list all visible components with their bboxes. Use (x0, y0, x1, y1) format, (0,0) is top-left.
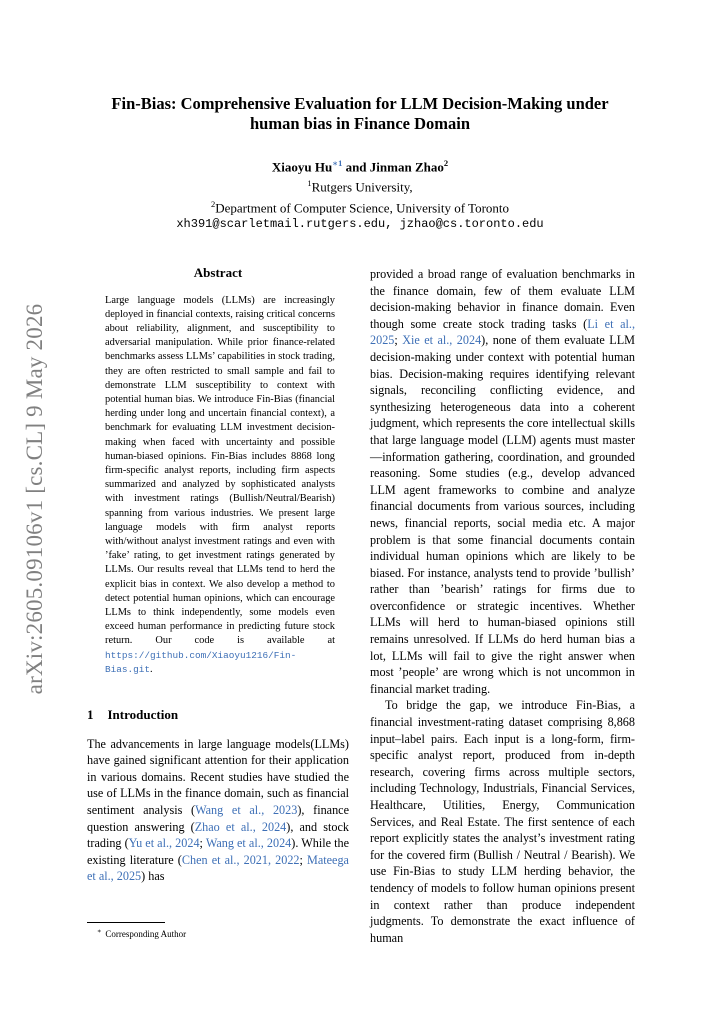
footnote-mark: ∗ (97, 928, 102, 935)
intro-text-4: ). While the existing literature ( (87, 836, 349, 867)
citation-xie-2024[interactable]: Xie et al., 2024 (402, 333, 482, 348)
intro-heading (87, 707, 349, 724)
author-and: and (342, 159, 370, 175)
right-text-1a: provided a broad range of evaluation benchmarks in the finance domain, few of them evaluate LLM decision-making behavior in finance domain. Even though some create stock trading tasks ( (370, 267, 635, 331)
intro-title: Introduction (107, 707, 179, 723)
arxiv-stamp-text: arXiv:2605.09106v1 [cs.CL] 9 May 2026 (22, 303, 47, 695)
author-1: Xiaoyu Hu (271, 159, 333, 175)
abstract-heading: Abstract (193, 265, 243, 280)
citation-li-2025[interactable]: Li et al., 2025 (370, 316, 636, 348)
author-1-marks[interactable]: ∗1 (332, 158, 343, 168)
intro-text-2: ), finance question answering ( (87, 803, 349, 834)
citation-mateega-2025[interactable]: Mateega et al., 2025 (87, 852, 349, 884)
author-2-mark: 2 (443, 158, 449, 168)
aff-2-mark: 2 (210, 198, 216, 209)
aff-2-text: Department of Computer Science, University of Toronto (215, 199, 510, 215)
affiliation-1 (90, 175, 630, 195)
intro-number: 1 (87, 707, 94, 723)
left-column (87, 265, 349, 885)
citation-yu-2024[interactable]: Yu et al., 2024 (128, 836, 200, 851)
citation-wang-2023[interactable]: Wang et al., 2023 (195, 803, 298, 818)
intro-text-5: ; (299, 852, 308, 867)
footnote-text: Corresponding Author (105, 929, 187, 939)
author-block (90, 155, 630, 232)
intro-text-6: ) has (141, 869, 165, 884)
author-2: Jinman Zhao (369, 159, 444, 175)
intro-text-3b: ; (199, 836, 206, 851)
abstract-end: . (150, 663, 153, 675)
right-paragraph-1 (370, 266, 635, 697)
arxiv-stamp (22, 299, 48, 699)
right-text-1b: ; (394, 333, 403, 348)
author-emails: xh391@scarletmail.rutgers.edu, jzhao@cs.toronto.edu (176, 216, 544, 231)
affiliation-2 (90, 196, 630, 216)
right-paragraph-2: To bridge the gap, we introduce Fin-Bias, a financial investment-rating dataset comprising 8,868 input–label pairs. Each input is a long-form, firm-specific analyst report, produced from in-depth research, covering firms across multiple sectors, including Technology, Industrials, Financial Services, Healthcare, Utilities, Energy, Communication Services, and Real Estate. The first sentence of each report explicitly states the analyst’s investment rating for the covered firm (Bullish / Neutral / Bearish). We use Fin-Bias to study LLM herding behavior, the tendency of models to follow human opinions present in context rather than produce independent judgments. To demonstrate the exact influence of human (370, 698, 635, 945)
aff-1-text: Rutgers University, (311, 179, 413, 195)
paper-title (90, 94, 630, 134)
intro-text-1: The advancements in large language models(LLMs) have gained significant attention for their application in various domains. Recent studies have studied the use of LLMs in the finance domain, such as financial sentiment analysis ( (87, 736, 349, 818)
author-names (90, 155, 630, 175)
intro-text-3: ), and stock trading ( (87, 819, 349, 851)
aff-1-mark: 1 (307, 178, 312, 189)
right-text-1c: ), none of them evaluate LLM decision-making under context with potential human bias. Decision-making requires identifying relevant signals, reconciling conflicting evidence, and synthesizing heterogeneous data into a coherent judgment, which represents the core intellectual skills that large language model (LLM) agents must master—information gathering, coordination, and grounded reasoning. Some studies (e.g., develop advanced LLM agent frameworks to combine and analyze financial documents from various sources, including news, financial reports, social media etc. A major problem is that some financial documents contain individual human opinions which are likely to be biased. For instance, analysts tend to provide ’bullish’ rather than ’bearish’ ratings for firms due to overconfidence or strategic incentives. Whether LLMs will herd to human-biased opinions still remains unresolved. If LLMs do herd human bias a lot, LLMs will fail to give the right answer when most ’people’ are wrong which is not uncommon in financial market trading. (370, 333, 635, 696)
intro-paragraph (87, 736, 349, 885)
citation-zhao-2024[interactable]: Zhao et al., 2024 (194, 819, 287, 834)
footnote-rule (87, 922, 165, 923)
abstract-text: Large language models (LLMs) are increasingly deployed in financial contexts, raising critical concerns about reliability, alignment, and susceptibility to adversarial manipulation. While prior finance-related benchmarks assess LLMs’ capabilities in stock trading, they are often restricted to small sample and fail to demonstrate LLM susceptibility to context with potential human bias. We introduce Fin-Bias (financial herding under long and uncertain financial context), a benchmark for evaluating LLM investment decision-making when faced with uncertainty and possible human-biased opinions. Fin-Bias includes 8868 long firm-specific analyst reports, including firm aspects summarized and analyzed by sophisticated analysts with investment ratings (Bullish/Neutral/Bearish) spanning from various industries. We present large language models with firm analyst reports with/without analyst investment ratings and even with ’fake’ rating, to get investment ratings generated by LLMs. Our results reveal that LLMs tend to herd the explicit bias in context. We also develop a method to detect potential human opinions, which can encourage LLMs to think independently, some models even exceed human performance in predicting future stock return. Our code is available at (105, 294, 335, 647)
title-line-2: human bias in Finance Domain (249, 114, 471, 133)
code-link[interactable]: https://github.com/Xiaoyu1216/Fin-Bias.git (105, 649, 297, 675)
footnote (87, 922, 349, 940)
citation-wang-2024[interactable]: Wang et al., 2024 (205, 836, 292, 851)
title-line-1: Fin-Bias: Comprehensive Evaluation for LLM Decision-Making under (111, 94, 609, 113)
right-column (370, 266, 635, 946)
abstract-body (105, 294, 335, 677)
citation-chen-2021[interactable]: Chen et al., 2021, 2022 (181, 852, 300, 867)
